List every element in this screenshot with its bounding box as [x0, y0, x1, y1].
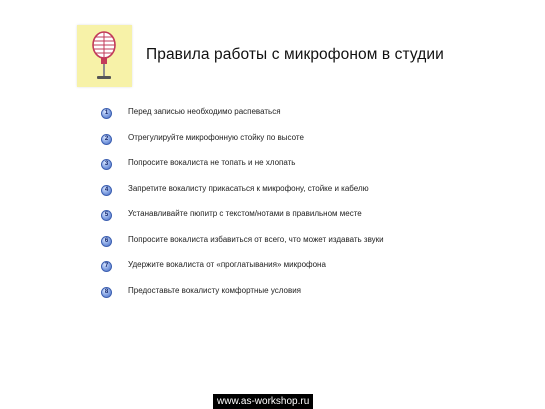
list-item [101, 157, 384, 183]
number-bullet-icon: 8 [101, 287, 112, 298]
number-bullet-icon: 5 [101, 210, 112, 221]
logo [77, 25, 132, 87]
rule-text: Устанавливайте пюпитр с текстом/нотами в правильном месте [128, 209, 362, 218]
list-item [101, 285, 384, 311]
rules-list [101, 106, 384, 310]
microphone-icon [85, 29, 123, 85]
list-item [101, 106, 384, 132]
page-title: Правила работы с микрофоном в студии [146, 46, 444, 63]
list-item [101, 259, 384, 285]
list-item [101, 183, 384, 209]
list-item [101, 132, 384, 158]
rule-text: Перед записью необходимо распеваться [128, 107, 281, 116]
rule-text: Попросите вокалиста не топать и не хлопать [128, 158, 296, 167]
rule-text: Попросите вокалиста избавиться от всего, что может издавать звуки [128, 234, 384, 244]
rule-text: Удержите вокалиста от «проглатывания» микрофона [128, 260, 326, 269]
number-bullet-icon: 2 [101, 134, 112, 145]
list-item [101, 234, 384, 260]
number-bullet-icon: 7 [101, 261, 112, 272]
number-bullet-icon: 1 [101, 108, 112, 119]
number-bullet-icon: 6 [101, 236, 112, 247]
rule-text: Предоставьте вокалисту комфортные условия [128, 285, 302, 295]
list-item [101, 208, 384, 234]
number-bullet-icon: 3 [101, 159, 112, 170]
number-bullet-icon: 4 [101, 185, 112, 196]
footer-website-link[interactable]: www.as-workshop.ru [213, 394, 313, 409]
rule-text: Отрегулируйте микрофонную стойку по высоте [128, 132, 304, 142]
rule-text: Запретите вокалисту прикасаться к микрофону, стойке и кабелю [128, 183, 369, 193]
